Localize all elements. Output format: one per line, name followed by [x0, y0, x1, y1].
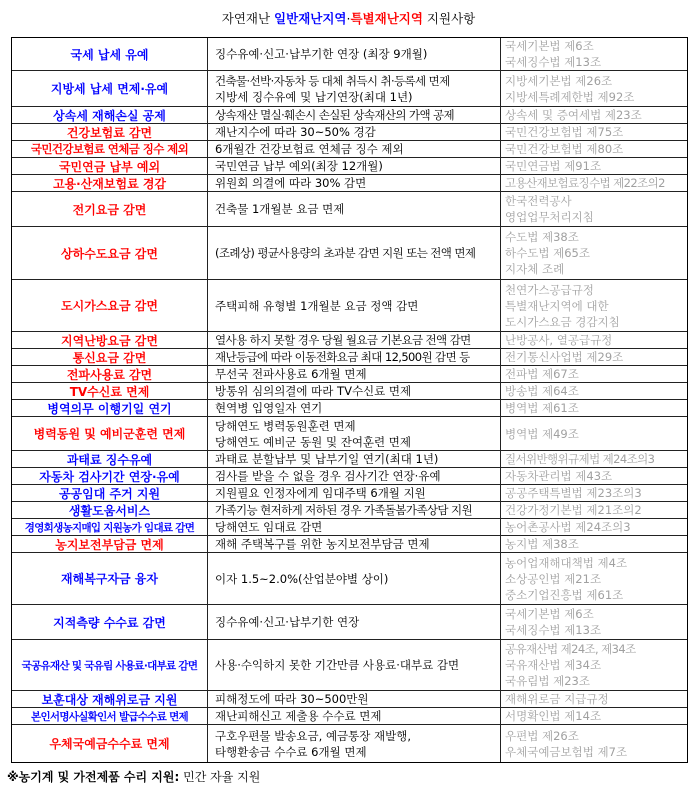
support-item-cell — [12, 725, 207, 762]
support-detail-text: 구호우편물 발송요금, 예금통장 재발행, — [215, 728, 412, 743]
title-special-area: 특별재난지역 — [350, 11, 423, 26]
support-item-name: 상하수도요금 감면 — [61, 246, 158, 261]
support-item-name: 건강보험료 감면 — [66, 125, 153, 140]
support-detail-cell — [208, 383, 500, 399]
legal-basis-text: 국민건강보험법 제75조 — [505, 125, 624, 139]
legal-basis-text: 고용산재보험료징수법 제22조의2 — [505, 176, 665, 190]
legal-basis-text: 질서위반행위규제법 제24조의3 — [505, 452, 655, 466]
legal-basis-cell — [501, 175, 687, 191]
legal-basis-text: 전파법 제67조 — [505, 367, 579, 381]
legal-basis-text: 도시가스요금 경감지침 — [505, 314, 620, 329]
legal-basis-text: 지방세특례제한법 제92조 — [505, 89, 635, 104]
support-item-cell — [12, 605, 207, 639]
support-detail-cell — [208, 468, 500, 484]
support-detail-cell — [208, 71, 500, 106]
support-item-cell — [12, 332, 207, 348]
legal-basis-text: 재해위로금 지급규정 — [505, 692, 609, 706]
legal-basis-text: 국유림법 제23조 — [505, 674, 590, 688]
support-detail-text: 국민연금 납부 예외(최장 12개월) — [215, 159, 383, 173]
support-detail-text: 지원필요 인정자에게 임대주택 6개월 지원 — [215, 486, 426, 500]
support-item-name: 국민건강보험료 연체금 징수 제외 — [30, 142, 189, 156]
support-detail-text: 6개월간 건강보험료 연체금 징수 제외 — [215, 142, 404, 156]
support-item-cell — [12, 38, 207, 70]
legal-basis-cell — [501, 227, 687, 279]
legal-basis-text: 방송법 제64조 — [505, 384, 579, 398]
support-item-cell — [12, 71, 207, 106]
legal-basis-cell — [501, 38, 687, 70]
legal-basis-cell — [501, 708, 687, 724]
legal-basis-cell — [501, 640, 687, 690]
legal-basis-cell — [501, 502, 687, 518]
legal-basis-text: 공공주택특별법 제23조의3 — [505, 486, 642, 500]
support-detail-text: 당해연도 예비군 동원 및 잔여훈련 면제 — [215, 434, 412, 449]
legal-basis-cell — [501, 383, 687, 399]
legal-basis-cell — [501, 485, 687, 501]
support-detail-text: 주택피해 유형별 1개월분 요금 정액 감면 — [215, 298, 419, 313]
support-detail-cell — [208, 141, 500, 157]
support-item-name: 경영회생농지매입 지원농가 임대료 감면 — [24, 521, 195, 534]
support-detail-cell — [208, 691, 500, 707]
support-detail-cell — [208, 349, 500, 365]
support-detail-text: 건축물·선박·자동차 등 대체 취득시 취·등록세 면제 — [215, 73, 450, 88]
support-item-name: 상속세 재해손실 공제 — [53, 108, 166, 123]
support-item-cell — [12, 400, 207, 416]
legal-basis-cell — [501, 417, 687, 450]
legal-basis-text: 지방세기본법 제26조 — [505, 73, 613, 88]
support-detail-text: 방통위 심의의결에 따라 TV수신료 면제 — [215, 384, 412, 398]
support-detail-cell — [208, 553, 500, 604]
legal-basis-text: 하수도법 제65조 — [505, 246, 590, 260]
support-item-name: 과태료 징수유예 — [66, 452, 153, 467]
legal-basis-cell — [501, 107, 687, 123]
footnote-label: ※농기계 및 가전제품 수리 지원: — [7, 770, 180, 784]
support-detail-text: 현역병 입영일자 연기 — [215, 401, 323, 415]
legal-basis-text: 난방공사, 열공급규정 — [505, 333, 613, 347]
legal-basis-text: 농지법 제38조 — [505, 537, 579, 551]
support-item-cell — [12, 107, 207, 123]
footnote-text: 민간 자율 지원 — [183, 770, 261, 784]
legal-basis-text: 상속세 및 증여세법 제23조 — [505, 108, 642, 122]
legal-basis-text: 중소기업진흥법 제61조 — [505, 587, 624, 602]
support-detail-text: 타행환송금 수수료 6개월 면제 — [215, 744, 367, 759]
legal-basis-cell — [501, 605, 687, 639]
legal-basis-text: 병역법 제49조 — [505, 426, 579, 441]
support-item-cell — [12, 640, 207, 690]
support-detail-cell — [208, 192, 500, 226]
legal-basis-text: 건강가정기본법 제21조의2 — [505, 503, 642, 517]
support-item-cell — [12, 451, 207, 467]
support-detail-cell — [208, 400, 500, 416]
legal-basis-text: 국세징수법 제13조 — [505, 55, 602, 69]
title-separator: · — [346, 11, 351, 26]
support-item-name: 지적측량 수수료 감면 — [53, 615, 166, 630]
support-item-name: TV수신료 면제 — [69, 384, 150, 399]
legal-basis-text: 국세징수법 제13조 — [505, 623, 602, 637]
support-item-cell — [12, 192, 207, 226]
support-item-cell — [12, 485, 207, 501]
legal-basis-text: 병역법 제61조 — [505, 401, 579, 415]
support-item-name: 국민연금 납부 예외 — [58, 159, 161, 174]
support-detail-text: 재해 주택복구를 위한 농지보전부담금 면제 — [215, 537, 430, 551]
support-detail-cell — [208, 107, 500, 123]
support-detail-text: 당해연도 병력동원훈련 면제 — [215, 418, 356, 433]
legal-basis-text: 국세기본법 제6조 — [505, 39, 594, 53]
legal-basis-cell — [501, 519, 687, 535]
support-detail-cell — [208, 38, 500, 70]
support-item-name: 전파사용료 감면 — [66, 367, 153, 382]
support-detail-text: 무선국 전파사용료 6개월 면제 — [215, 367, 367, 381]
support-item-cell — [12, 280, 207, 331]
legal-basis-text: 전기통신사업법 제29조 — [505, 350, 624, 364]
legal-basis-cell — [501, 451, 687, 467]
legal-basis-text: 공유재산법 제24조, 제34조 — [505, 642, 636, 656]
legal-basis-text: 서명확인법 제14조 — [505, 709, 602, 723]
legal-basis-text: 자동차관리법 제43조 — [505, 469, 613, 483]
legal-basis-text: 수도법 제38조 — [505, 230, 579, 244]
legal-basis-text: 특별재난지역에 대한 — [505, 298, 609, 313]
legal-basis-cell — [501, 141, 687, 157]
support-detail-text: 건축물 1개월분 요금 면제 — [215, 202, 345, 216]
support-item-name: 자동차 검사기간 연장·유예 — [39, 469, 180, 484]
support-detail-cell — [208, 280, 500, 331]
legal-basis-cell — [501, 691, 687, 707]
support-detail-cell — [208, 605, 500, 639]
support-detail-cell — [208, 332, 500, 348]
title-general-area: 일반재난지역 — [274, 11, 347, 26]
support-item-name: 전기요금 감면 — [72, 202, 147, 217]
support-table — [11, 37, 688, 763]
support-detail-cell — [208, 158, 500, 174]
support-detail-cell — [208, 175, 500, 191]
support-detail-text: 징수유예·신고·납부기한 연장 — [215, 615, 360, 629]
support-item-name: 국공유재산 및 국유림 사용료·대부료 감면 — [21, 659, 198, 672]
support-item-name: 지방세 납세 면제·유예 — [50, 82, 169, 96]
support-detail-cell — [208, 366, 500, 382]
support-item-name: 본인서명사실확인서 발급수수료 면제 — [31, 710, 188, 723]
legal-basis-cell — [501, 725, 687, 762]
support-detail-text: 가족기능 현저하게 저하된 경우 가족돌봄가족상담 지원 — [215, 503, 472, 517]
legal-basis-text: 천연가스공급규정 — [505, 282, 594, 297]
support-detail-cell — [208, 227, 500, 279]
support-item-cell — [12, 227, 207, 279]
support-detail-text: 위원회 의결에 따라 30% 감면 — [215, 176, 367, 190]
legal-basis-text: 소상공인법 제21조 — [505, 571, 602, 586]
legal-basis-text: 국유재산법 제34조 — [505, 658, 602, 672]
support-item-name: 보훈대상 재해위로금 지원 — [41, 692, 178, 707]
support-item-cell — [12, 553, 207, 604]
legal-basis-cell — [501, 158, 687, 174]
legal-basis-text: 국민건강보험법 제80조 — [505, 142, 624, 156]
support-detail-text: 사용·수익하지 못한 기간만큼 사용료·대부료 감면 — [215, 658, 460, 672]
support-detail-text: (조례상) 평균사용량의 초과분 감면 지원 또는 전액 면제 — [215, 246, 476, 260]
legal-basis-cell — [501, 280, 687, 331]
legal-basis-text: 국세기본법 제6조 — [505, 607, 594, 621]
support-detail-cell — [208, 725, 500, 762]
footnote — [7, 769, 260, 785]
support-item-cell — [12, 519, 207, 535]
legal-basis-cell — [501, 71, 687, 106]
legal-basis-text: 국민연금법 제91조 — [505, 159, 602, 173]
title-prefix: 자연재난 — [221, 11, 271, 26]
support-item-cell — [12, 502, 207, 518]
page-title — [0, 10, 697, 28]
support-item-cell — [12, 349, 207, 365]
support-item-cell — [12, 468, 207, 484]
legal-basis-text: 우체국예금보험법 제7조 — [505, 744, 628, 759]
support-item-cell — [12, 366, 207, 382]
support-item-name: 농지보전부담금 면제 — [55, 537, 164, 552]
support-detail-text: 과태료 분할납부 및 납부기일 연기(최대 1년) — [215, 452, 439, 466]
support-detail-text: 당해연도 임대료 감면 — [215, 520, 323, 534]
support-detail-text: 열사용 하지 못할 경우 당월 월요금 기본요금 전액 감면 — [215, 333, 471, 347]
legal-basis-cell — [501, 192, 687, 226]
support-detail-cell — [208, 451, 500, 467]
support-item-cell — [12, 691, 207, 707]
title-suffix: 지원사항 — [426, 11, 476, 26]
support-item-cell — [12, 141, 207, 157]
support-detail-text: 재난지수에 따라 30~50% 경감 — [215, 125, 376, 139]
legal-basis-text: 농어업재해대책법 제4조 — [505, 555, 628, 570]
support-item-name: 생활도움서비스 — [68, 503, 151, 518]
support-detail-text: 징수유예·신고·납부기한 연장 (최장 9개월) — [215, 47, 428, 61]
legal-basis-cell — [501, 400, 687, 416]
support-item-cell — [12, 158, 207, 174]
support-detail-text: 지방세 징수유예 및 납기연장(최대 1년) — [215, 89, 413, 104]
support-detail-text: 피해정도에 따라 30~500만원 — [215, 692, 369, 706]
support-item-name: 도시가스요금 감면 — [61, 299, 158, 313]
support-detail-cell — [208, 708, 500, 724]
support-item-cell — [12, 175, 207, 191]
support-item-name: 공공임대 주거 지원 — [58, 486, 161, 501]
support-detail-text: 재난피해신고 제출용 수수료 면제 — [215, 709, 382, 723]
support-item-name: 병역의무 이행기일 연기 — [47, 401, 172, 416]
support-detail-cell — [208, 485, 500, 501]
support-item-name: 통신요금 감면 — [72, 350, 147, 365]
support-item-cell — [12, 417, 207, 450]
legal-basis-cell — [501, 349, 687, 365]
legal-basis-text: 우편법 제26조 — [505, 728, 579, 743]
legal-basis-cell — [501, 468, 687, 484]
support-detail-cell — [208, 519, 500, 535]
legal-basis-cell — [501, 553, 687, 604]
legal-basis-text: 영업업무처리지침 — [505, 210, 594, 224]
support-item-name: 병력동원 및 예비군훈련 면제 — [33, 427, 186, 441]
legal-basis-cell — [501, 366, 687, 382]
support-item-name: 지역난방요금 감면 — [61, 333, 158, 348]
support-item-name: 우체국예금수수료 면제 — [49, 737, 170, 751]
legal-basis-cell — [501, 332, 687, 348]
support-item-name: 국세 납세 유예 — [70, 47, 149, 62]
support-detail-text: 상속재산 멸실·훼손시 손실된 상속재산의 가액 공제 — [215, 108, 455, 122]
legal-basis-text: 지자체 조례 — [505, 262, 565, 276]
support-detail-cell — [208, 502, 500, 518]
support-detail-cell — [208, 417, 500, 450]
support-item-cell — [12, 536, 207, 552]
support-detail-text: 이자 1.5~2.0%(산업분야별 상이) — [215, 571, 389, 586]
support-detail-text: 재난등급에 따라 이동전화요금 최대 12,500원 감면 등 — [215, 350, 470, 364]
legal-basis-text: 농어촌공사법 제24조의3 — [505, 520, 631, 534]
support-detail-cell — [208, 536, 500, 552]
legal-basis-text: 한국전력공사 — [505, 194, 572, 208]
support-item-cell — [12, 708, 207, 724]
support-item-cell — [12, 124, 207, 140]
support-detail-cell — [208, 124, 500, 140]
legal-basis-cell — [501, 536, 687, 552]
support-item-name: 재해복구자금 융자 — [61, 572, 158, 586]
support-item-cell — [12, 383, 207, 399]
support-detail-text: 검사를 받을 수 없을 경우 검사기간 연장·유예 — [215, 469, 441, 483]
legal-basis-cell — [501, 124, 687, 140]
support-detail-cell — [208, 640, 500, 690]
support-item-name: 고용·산재보험료 경감 — [52, 176, 167, 191]
